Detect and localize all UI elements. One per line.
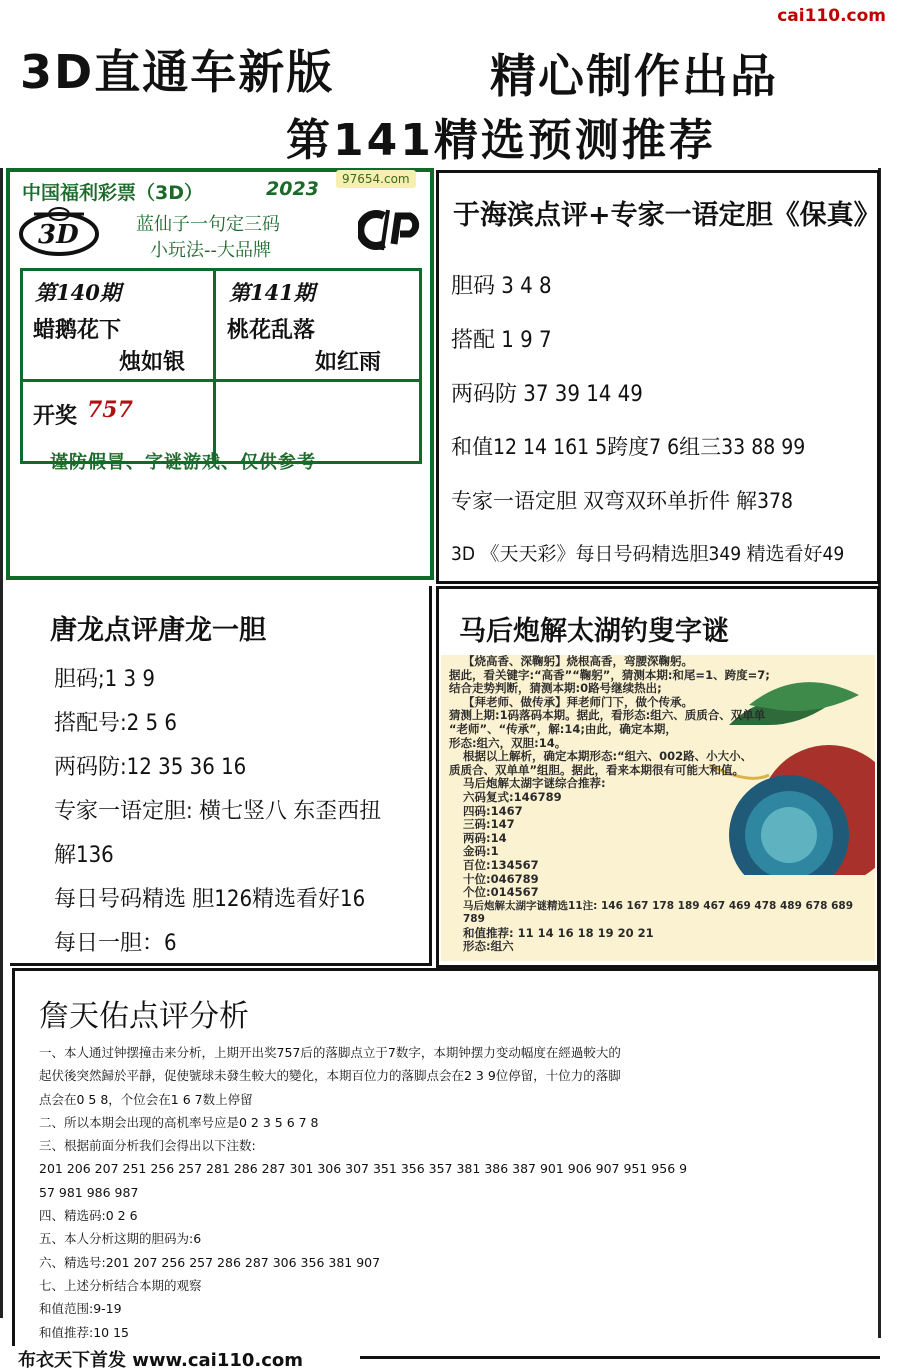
zhan-line: 起伏後突然歸於平靜，促使號球未發生較大的變化，本期百位力的落脚点会在2 3 9位停留，十位力的落脚 <box>39 1068 621 1084</box>
prev-issue: 第140期 <box>35 280 121 305</box>
prev-riddle-1: 蜡鹅花下 <box>33 317 122 343</box>
yu-line: 胆码 3 4 8 <box>451 274 552 299</box>
zhan-line: 二、所以本期会出现的高机率号应是0 2 3 5 6 7 8 <box>39 1114 319 1130</box>
zhan-line: 201 206 207 251 256 257 281 286 287 301 306 307 351 356 357 381 386 387 901 906 907 951 956 9 <box>39 1161 688 1177</box>
card-year: 2023 <box>266 178 319 200</box>
ma-line: 金码:1 <box>463 844 499 859</box>
ma-line: 四码:1467 <box>463 803 523 818</box>
ma-title: 马后炮解太湖钓叟字谜 <box>459 616 729 647</box>
tang-title: 唐龙点评唐龙一胆 <box>50 615 266 646</box>
ma-panel <box>436 586 880 968</box>
yu-title: 于海滨点评+专家一语定胆《保真》 <box>453 200 881 231</box>
card-slogan2: 小玩法--大品牌 <box>150 240 271 261</box>
yu-line: 搭配 1 9 7 <box>451 328 552 353</box>
issue-title: 第141精选预测推荐 <box>286 115 716 166</box>
zhan-line: 四、精选码:0 2 6 <box>39 1208 138 1224</box>
ma-line: 马后炮解太湖字谜精选11注: 146 167 178 189 467 469 478 489 678 689 789 <box>463 899 854 926</box>
ma-line: 根据以上解析，确定本期形态:“组六、002路、小大小、 <box>463 749 753 764</box>
riddle-grid <box>20 268 422 464</box>
tang-line: 解136 <box>54 843 114 868</box>
ma-line: 形态:组六 <box>463 939 514 954</box>
ma-text-block <box>449 655 869 954</box>
ma-line: 百位:134567 <box>463 857 539 872</box>
yu-line: 专家一语定胆 双弯双环单折件 解378 <box>451 489 794 513</box>
grid-divider-h <box>23 379 419 382</box>
tang-line: 两码防:12 35 36 16 <box>54 755 247 780</box>
zhan-line: 一、本人通过钟摆撞击来分析，上期开出奖757后的落脚点立于7数字，本期钟摆力变动幅度在經過較大的 <box>39 1045 621 1060</box>
yu-line: 两码防 37 39 14 49 <box>451 382 643 407</box>
tang-line: 胆码;1 3 9 <box>54 667 156 692</box>
logo-text: 3D <box>38 220 79 250</box>
card-disclaimer: 谨防假冒、字谜游戏、仅供参考 <box>50 452 316 473</box>
ma-line: 三码:147 <box>463 817 515 832</box>
zhan-line: 三、根据前面分析我们会得出以下注数: <box>39 1138 256 1154</box>
cur-issue: 第141期 <box>229 280 315 305</box>
left-frame-line <box>0 168 3 1318</box>
lottery-card <box>6 168 434 580</box>
zhan-line: 和值推荐:10 15 <box>39 1324 129 1340</box>
zhan-title: 詹天佑点评分析 <box>39 999 249 1034</box>
zhan-line: 七、上述分析结合本期的观察 <box>39 1277 202 1293</box>
zhan-line: 和值范围:9-19 <box>39 1301 122 1317</box>
ma-image <box>441 655 875 961</box>
tang-line: 每日号码精选 胆126精选看好16 <box>54 887 366 912</box>
ma-line: 六码复式:146789 <box>463 789 562 804</box>
ma-line: 据此，看关键字:“高香”“鞠躬”，猜测本期:和尾=1、跨度=7; <box>449 667 770 682</box>
draw-value: 757 <box>87 397 133 423</box>
page-title: 3D直通车新版 <box>20 45 335 99</box>
ma-line: 形态:组六，双胆:14。 <box>449 735 567 750</box>
yu-line: 和值12 14 161 5跨度7 6组三33 88 99 <box>451 435 806 459</box>
card-slogan1: 蓝仙子一句定三码 <box>136 214 280 235</box>
zhan-line: 六、精选号:201 207 256 257 286 287 306 356 381 907 <box>39 1254 381 1270</box>
card-brand: 中国福利彩票（3D） <box>22 182 203 204</box>
tang-line: 专家一语定胆: 横七竖八 东歪西扭 <box>54 799 382 824</box>
ma-line: 十位:046789 <box>463 871 539 886</box>
ma-line: “老师”、“传承”，解:14;由此，确定本期， <box>449 721 677 736</box>
zhan-line: 五、本人分析这期的胆码为:6 <box>39 1231 202 1247</box>
yu-panel <box>436 170 880 584</box>
yu-line: 3D 《天天彩》每日号码精选胆349 精选看好49 <box>451 543 845 565</box>
footer-text: 布衣天下首发 www.cai110.com <box>18 1350 304 1371</box>
zhan-panel <box>12 968 880 1346</box>
ma-line: 和值推荐: 11 14 16 18 19 20 21 <box>463 925 654 940</box>
ma-line: 质质合、双单单”组胆。据此，看来本期很有可能大和值。 <box>449 762 745 777</box>
grid-divider-v <box>213 271 216 461</box>
zhan-text-block <box>39 1041 869 1344</box>
cur-riddle-2: 如红雨 <box>315 349 382 375</box>
zhan-line: 57 981 986 987 <box>39 1184 139 1200</box>
prev-riddle-2: 烛如银 <box>119 349 186 375</box>
ma-line: 猜测上期:1码落码本期。据此，看形态:组六、质质合、双单单 <box>449 708 766 723</box>
ma-line: 结合走势判断，猜测本期:0路号继续热出; <box>449 681 662 696</box>
footer-line <box>360 1356 880 1359</box>
3d-logo-icon <box>16 202 102 258</box>
tang-line: 搭配号:2 5 6 <box>54 711 178 736</box>
tang-panel <box>10 586 432 966</box>
producer-title: 精心制作出品 <box>490 49 778 103</box>
card-tag: 97654.com <box>336 170 416 188</box>
cur-riddle-1: 桃花乱落 <box>227 317 316 343</box>
cp-logo-icon <box>358 208 422 252</box>
zhan-line: 点会在0 5 8，个位会在1 6 7数上停留 <box>39 1091 253 1107</box>
ma-line: 两码:14 <box>463 830 507 845</box>
ma-line: 【拜老师、做传承】拜老师门下，做个传承。 <box>463 694 693 709</box>
ma-line: 【烧高香、深鞠躬】烧根高香，弯腰深鞠躬。 <box>463 655 693 668</box>
ma-line: 个位:014567 <box>463 885 539 900</box>
draw-label: 开奖 <box>33 403 78 429</box>
ma-line: 马后炮解太湖字谜综合推荐: <box>463 776 606 791</box>
tang-line: 每日一胆：6 <box>54 931 177 956</box>
site-watermark: cai110.com <box>777 6 886 26</box>
